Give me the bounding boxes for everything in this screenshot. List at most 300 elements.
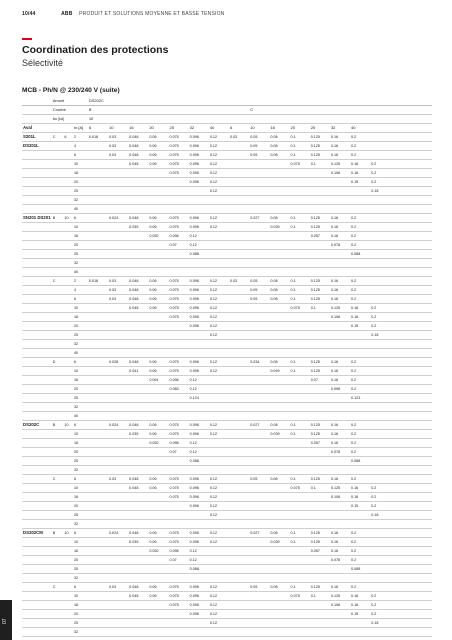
table-row [22,295,432,304]
table-cell: 25 [73,331,88,340]
table-cell [290,394,310,403]
table-row [22,574,432,583]
table-cell [330,457,350,466]
table-cell [229,142,249,151]
table-cell [229,322,249,331]
header-cell: B [88,106,108,115]
table-cell: 0.1 [290,529,310,538]
table-cell [390,151,410,160]
selectivity-table [22,97,432,637]
table-cell [411,574,432,583]
table-cell: 0.096 [189,160,209,169]
table-cell: 0.096 [189,583,209,592]
table-cell [169,331,189,340]
table-cell: 0.106 [330,601,350,610]
table-cell [229,340,249,349]
table-cell: 10 [73,223,88,232]
table-cell: 0.16 [350,169,370,178]
table-row [22,412,432,421]
table-cell [63,160,73,169]
table-cell: 25 [73,565,88,574]
table-cell [63,358,73,367]
table-cell [52,367,64,376]
header-cell [269,97,289,106]
table-cell [22,610,52,619]
table-cell: 25 [73,250,88,259]
table-cell [128,196,148,205]
table-cell [63,403,73,412]
table-cell: 0.075 [169,223,189,232]
table-cell: 0.088 [350,250,370,259]
table-cell [269,268,289,277]
table-cell: 0.096 [189,151,209,160]
table-cell [310,457,330,466]
table-cell [148,448,168,457]
table-row [22,466,432,475]
table-cell [128,349,148,358]
table-cell: 0.2 [370,601,390,610]
table-cell [249,448,269,457]
table-cell [229,178,249,187]
table-cell: 20 [73,502,88,511]
table-cell [63,259,73,268]
table-cell [330,340,350,349]
table-cell [148,511,168,520]
table-cell [411,178,432,187]
table-cell [411,232,432,241]
table-cell [88,268,108,277]
table-cell [370,259,390,268]
table-cell [22,223,52,232]
table-cell [88,430,108,439]
table-cell [108,403,128,412]
table-row [22,367,432,376]
table-cell: 0.075 [169,592,189,601]
header-cell: C [249,106,269,115]
table-cell [88,205,108,214]
table-cell: 20 [73,556,88,565]
table-cell [269,574,289,583]
table-cell [390,430,410,439]
table-cell [290,205,310,214]
table-row [22,421,432,430]
table-cell [390,196,410,205]
table-cell: 0.06 [148,133,168,142]
table-cell: 0.16 [330,583,350,592]
table-cell [390,358,410,367]
table-cell [88,394,108,403]
table-cell [310,394,330,403]
table-cell [390,295,410,304]
table-cell: 0.05 [249,583,269,592]
table-cell [189,259,209,268]
table-cell: 0.12 [189,547,209,556]
table-cell [209,250,229,259]
table-cell [189,268,209,277]
table-cell [108,340,128,349]
header-cell: 32 [189,124,209,133]
table-cell: 0.075 [169,295,189,304]
table-cell: 40 [73,205,88,214]
table-cell: 0.125 [310,475,330,484]
table-cell [169,412,189,421]
table-cell: 0.2 [350,133,370,142]
table-cell [52,160,64,169]
table-row [22,457,432,466]
table-cell [189,349,209,358]
table-cell: 0.12 [209,214,229,223]
table-cell: 0.075 [169,151,189,160]
table-cell: 0.075 [169,493,189,502]
table-cell [269,520,289,529]
table-cell: 0.075 [169,304,189,313]
table-cell: 0.2 [350,241,370,250]
header-cell [148,97,168,106]
table-cell [52,196,64,205]
table-cell: 0.2 [350,151,370,160]
table-cell [350,574,370,583]
table-cell [169,205,189,214]
table-row [22,151,432,160]
table-cell: 0.06 [148,538,168,547]
table-cell: 0.16 [330,133,350,142]
table-cell: 40 [73,268,88,277]
table-cell: 0.2 [350,430,370,439]
table-cell [169,187,189,196]
table-cell [290,340,310,349]
table-cell [249,493,269,502]
table-cell: 0.2 [370,493,390,502]
table-cell: 0.03 [229,277,249,286]
table-cell: 0.1 [290,367,310,376]
table-cell [390,169,410,178]
table-cell [63,151,73,160]
table-cell [411,565,432,574]
table-cell [52,187,64,196]
table-cell [290,349,310,358]
table-cell [290,376,310,385]
table-cell [249,367,269,376]
table-cell: 0.12 [189,241,209,250]
table-cell: 0.088 [350,457,370,466]
table-cell: 0.16 [350,313,370,322]
table-cell [269,556,289,565]
table-cell [390,385,410,394]
table-cell [310,241,330,250]
table-cell [52,574,64,583]
table-cell [189,520,209,529]
table-cell [249,610,269,619]
table-cell [22,196,52,205]
table-cell: 0.039 [269,223,289,232]
table-cell: 0.048 [128,151,148,160]
table-cell: 0.06 [148,430,168,439]
table-cell [128,268,148,277]
header-cell [269,115,289,124]
table-cell [63,178,73,187]
table-cell [63,511,73,520]
table-cell [52,502,64,511]
table-cell [290,241,310,250]
table-cell: 0.083 [169,385,189,394]
table-cell [209,340,229,349]
table-cell [63,376,73,385]
table-cell: 10 [73,304,88,313]
table-cell: 0.06 [148,421,168,430]
table-cell: 0.075 [169,529,189,538]
table-cell [330,574,350,583]
table-cell [269,340,289,349]
table-cell [249,340,269,349]
table-cell: 0.048 [128,142,148,151]
table-cell [290,466,310,475]
table-row [22,493,432,502]
table-cell [52,376,64,385]
table-cell [88,520,108,529]
header-cell: Aval [22,124,52,133]
table-cell [350,349,370,358]
table-cell [350,520,370,529]
table-cell [63,592,73,601]
table-cell: 0.18 [370,511,390,520]
table-cell [52,304,64,313]
table-cell [229,475,249,484]
table-cell: 0.088 [189,457,209,466]
table-cell [108,259,128,268]
table-cell [310,556,330,565]
table-cell [63,295,73,304]
table-cell [229,169,249,178]
table-cell: 0.035 [128,430,148,439]
table-cell [88,313,108,322]
table-cell [269,484,289,493]
table-cell [411,466,432,475]
table-cell [269,205,289,214]
table-cell [411,268,432,277]
table-cell: 0.075 [169,367,189,376]
table-cell: 0.16 [330,295,350,304]
table-cell [390,142,410,151]
table-row [22,628,432,637]
table-cell [310,385,330,394]
table-cell [411,412,432,421]
table-cell [229,214,249,223]
table-cell [269,250,289,259]
table-cell: 0.075 [169,133,189,142]
table-cell [290,403,310,412]
table-cell [269,232,289,241]
table-cell [269,322,289,331]
table-cell: 0.125 [310,151,330,160]
table-cell: 0.08 [269,151,289,160]
table-cell: 0.2 [370,592,390,601]
table-cell [350,268,370,277]
table-cell: 0.096 [189,493,209,502]
table-cell [370,142,390,151]
table-cell [229,574,249,583]
table-cell [310,511,330,520]
table-cell [22,259,52,268]
table-row [22,241,432,250]
table-cell [411,367,432,376]
table-cell: DS201L [22,142,52,151]
table-cell [148,619,168,628]
table-cell [128,169,148,178]
table-cell [22,160,52,169]
table-cell [63,331,73,340]
table-cell: 6 [73,529,88,538]
table-cell: 0.075 [290,592,310,601]
table-cell [249,457,269,466]
table-cell [249,538,269,547]
table-cell [269,187,289,196]
table-cell [269,457,289,466]
header-cell [350,115,370,124]
header-cell: 20 [148,124,168,133]
table-cell: 0.088 [350,565,370,574]
table-cell: 0.12 [209,529,229,538]
table-cell: D [52,358,64,367]
table-cell: 0.027 [249,214,269,223]
table-cell: 0.096 [189,214,209,223]
table-cell: 0.15 [350,502,370,511]
table-cell [229,547,249,556]
table-cell [350,331,370,340]
table-cell [63,241,73,250]
table-cell: 16 [73,493,88,502]
table-cell [290,385,310,394]
table-cell: 4 [73,286,88,295]
table-cell: 0.048 [128,286,148,295]
table-cell [330,196,350,205]
table-cell [22,241,52,250]
table-cell: 0.075 [169,142,189,151]
table-cell: 0.096 [189,529,209,538]
table-cell: 0.06 [148,475,168,484]
table-cell [52,232,64,241]
table-cell: 0.096 [189,502,209,511]
header-cell [390,124,410,133]
table-cell: 0.1 [290,583,310,592]
table-cell: 16 [73,547,88,556]
table-cell: 0.125 [330,304,350,313]
table-cell [169,340,189,349]
table-cell [148,178,168,187]
table-row [22,475,432,484]
table-cell [209,268,229,277]
table-cell: 0.096 [189,601,209,610]
table-cell: 0.12 [209,430,229,439]
table-cell [330,565,350,574]
table-cell: 0.075 [169,475,189,484]
table-cell [52,385,64,394]
table-row [22,547,432,556]
table-cell [249,250,269,259]
table-cell [370,385,390,394]
table-cell [128,448,148,457]
table-cell: 0.048 [128,277,148,286]
table-cell: 0.096 [189,322,209,331]
table-cell [52,565,64,574]
table-cell [88,502,108,511]
table-body [22,97,432,637]
table-cell [22,313,52,322]
table-cell: 0.1 [290,358,310,367]
table-cell [390,538,410,547]
table-cell [108,592,128,601]
table-cell [390,160,410,169]
table-cell [88,574,108,583]
table-cell [290,520,310,529]
table-cell: 0.1 [310,484,330,493]
table-cell [52,223,64,232]
table-cell: 0.08 [269,529,289,538]
table-cell [390,394,410,403]
table-cell [350,511,370,520]
table-cell [330,412,350,421]
table-cell [310,448,330,457]
table-cell [269,601,289,610]
table-row [22,565,432,574]
table-cell [370,475,390,484]
table-cell: 0.096 [189,367,209,376]
table-cell [209,448,229,457]
table-cell [108,241,128,250]
table-cell [249,520,269,529]
table-cell [88,331,108,340]
table-cell [148,574,168,583]
table-cell [88,385,108,394]
table-cell [209,565,229,574]
table-cell [148,502,168,511]
accent-bar [22,38,32,40]
table-cell [390,610,410,619]
page-header [22,11,224,17]
table-cell [350,259,370,268]
table-cell [108,187,128,196]
table-cell [411,223,432,232]
table-cell [209,385,229,394]
table-cell [128,205,148,214]
table-cell [22,556,52,565]
table-cell: 0.08 [269,133,289,142]
table-cell: 0.12 [209,304,229,313]
table-cell: 0.096 [189,142,209,151]
table-cell [411,313,432,322]
table-cell: 0.07 [169,556,189,565]
table-cell [22,538,52,547]
table-cell [22,457,52,466]
table-cell: 0.2 [350,214,370,223]
table-cell [189,466,209,475]
header-cell [169,115,189,124]
header-cell [189,115,209,124]
table-cell [370,349,390,358]
table-cell [128,232,148,241]
table-cell [169,457,189,466]
table-cell [390,250,410,259]
table-cell [229,223,249,232]
table-cell [209,403,229,412]
table-cell [88,142,108,151]
table-cell [390,628,410,637]
table-cell: 0.024 [108,421,128,430]
table-row [22,538,432,547]
table-cell [390,502,410,511]
table-cell: 32 [73,340,88,349]
table-cell [148,205,168,214]
table-cell [52,241,64,250]
